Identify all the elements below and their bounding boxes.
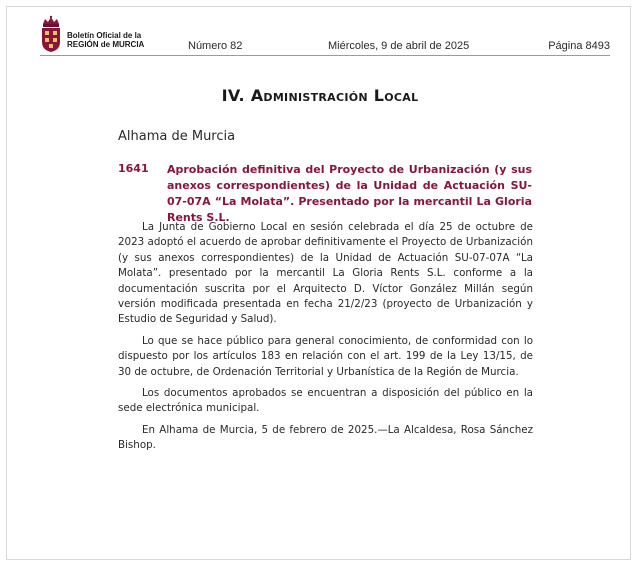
page-number: Página 8493	[548, 40, 610, 52]
issuing-authority: Alhama de Murcia	[118, 129, 236, 144]
brand-line-1: Boletín Oficial de la	[67, 31, 142, 40]
header-divider	[40, 55, 610, 56]
announcement-title: Aprobación definitiva del Proyecto de Urbanización (y sus anexos correspondientes) de la Unidad de Actuación SU-07-07A “La Molata”. Presentado por la mercantil La Gloria Rents S.L.	[167, 163, 532, 224]
issue-date: Miércoles, 9 de abril de 2025	[328, 40, 470, 52]
bulletin-header	[40, 13, 610, 55]
section-title: IV. Administración Local	[221, 86, 419, 105]
announcement-number: 1641	[118, 162, 149, 175]
announcement-body	[118, 220, 533, 460]
brand-line-2: REGIÓN de MURCIA	[67, 40, 145, 49]
body-paragraph: La Junta de Gobierno Local en sesión celebrada el día 25 de octubre de 2023 adoptó el acuerdo de aprobar definitivamente el Proyecto de Urbanización (y sus anexos correspondientes) de la Unidad de Actuación SU-07-07A “La Molata”. presentado por la mercantil La Gloria Rents S.L. conforme a la documentación suscrita por el Arquitecto D. Víctor González Millán según versión modificada presentada en fecha 21/2/23 (proyecto de Urbanización y Estudio de Seguridad y Salud).	[118, 221, 533, 326]
body-paragraph: Lo que se hace público para general conocimiento, de conformidad con lo dispuesto por los artículos 183 en relación con el art. 199 de la Ley 13/15, de 30 de octubre, de Ordenación Territorial y Urbanística de la Región de Murcia.	[118, 334, 533, 378]
bulletin-brand	[67, 31, 144, 49]
issue-number: Número 82	[188, 40, 243, 52]
coat-of-arms-icon	[40, 15, 62, 53]
body-paragraph: Los documentos aprobados se encuentran a disposición del público en la sede electrónica municipal.	[118, 387, 533, 415]
signature-paragraph: En Alhama de Murcia, 5 de febrero de 2025.—La Alcaldesa, Rosa Sánchez Bishop.	[118, 423, 533, 452]
